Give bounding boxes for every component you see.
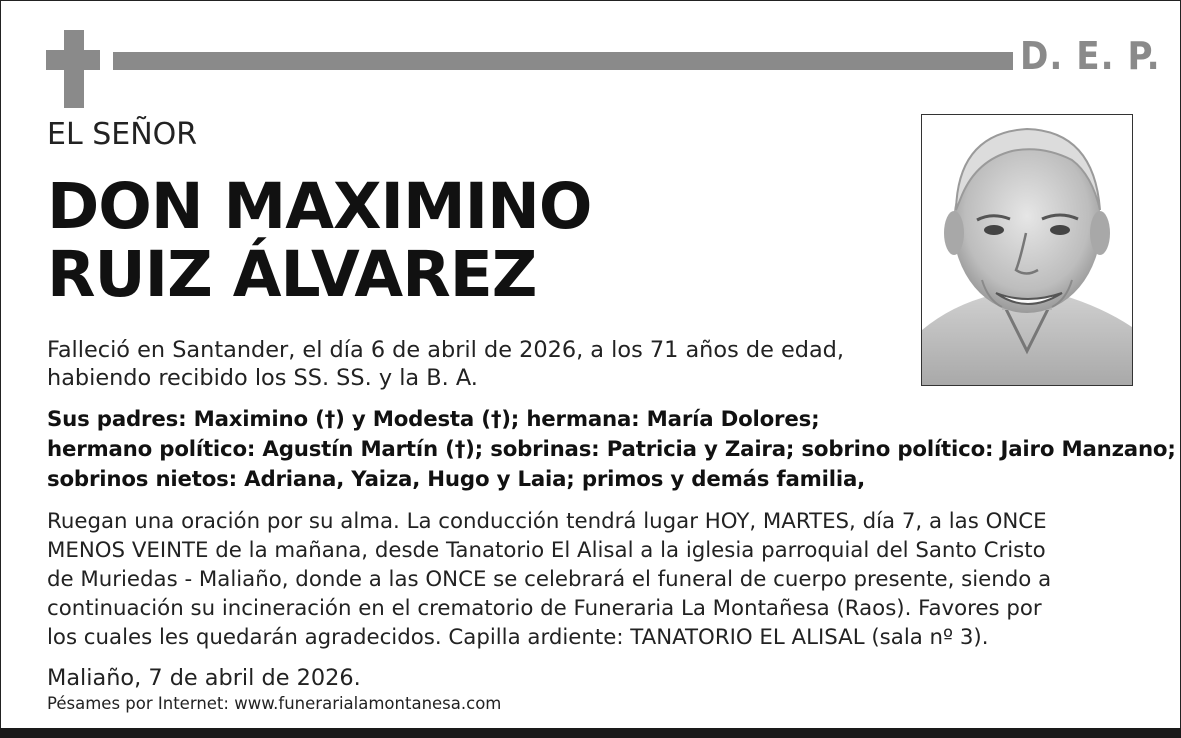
dep-label: D. E. P. [1020,34,1161,78]
funeral-line: los cuales les quedarán agradecidos. Capilla ardiente: TANATORIO EL ALISAL (sala nº 3). [47,625,989,650]
funeral-details [47,507,1051,652]
portrait-photo [921,114,1133,386]
name-line-1: DON MAXIMINO [47,170,592,243]
name-line-2: RUIZ ÁLVAREZ [47,238,537,311]
death-line: habiendo recibido los SS. SS. y la B. A. [47,365,478,391]
family-list [47,405,1176,495]
honorific-title: EL SEÑOR [47,117,198,152]
family-line: Sus padres: Maximino (†) y Modesta (†); hermana: María Dolores; [47,407,820,432]
family-line: sobrinos nietos: Adriana, Yaiza, Hugo y Laia; primos y demás familia, [47,467,866,492]
funeral-line: continuación su incineración en el crematorio de Funeraria La Montañesa (Raos). Favores por [47,596,1042,621]
funeral-line: MENOS VEINTE de la mañana, desde Tanatorio El Alisal a la iglesia parroquial del Santo Cristo [47,538,1046,563]
place-date: Maliaño, 7 de abril de 2026. [47,665,361,691]
death-notice [47,336,844,392]
funeral-line: Ruegan una oración por su alma. La conducción tendrá lugar HOY, MARTES, día 7, a las ONCE [47,509,1047,534]
condolences-link[interactable]: Pésames por Internet: www.funerarialamontanesa.com [47,694,502,713]
cross-icon-arm [46,50,100,70]
funeral-line: de Muriedas - Maliaño, donde a las ONCE se celebrará el funeral de cuerpo presente, siendo a [47,567,1052,592]
death-line: Falleció en Santander, el día 6 de abril de 2026, a los 71 años de edad, [47,337,844,363]
header-rule [113,52,1013,70]
family-line: hermano político: Agustín Martín (†); sobrinas: Patricia y Zaira; sobrino político: Jairo Manzano; [47,437,1176,462]
bottom-bar [0,728,1181,738]
deceased-name [47,170,592,311]
